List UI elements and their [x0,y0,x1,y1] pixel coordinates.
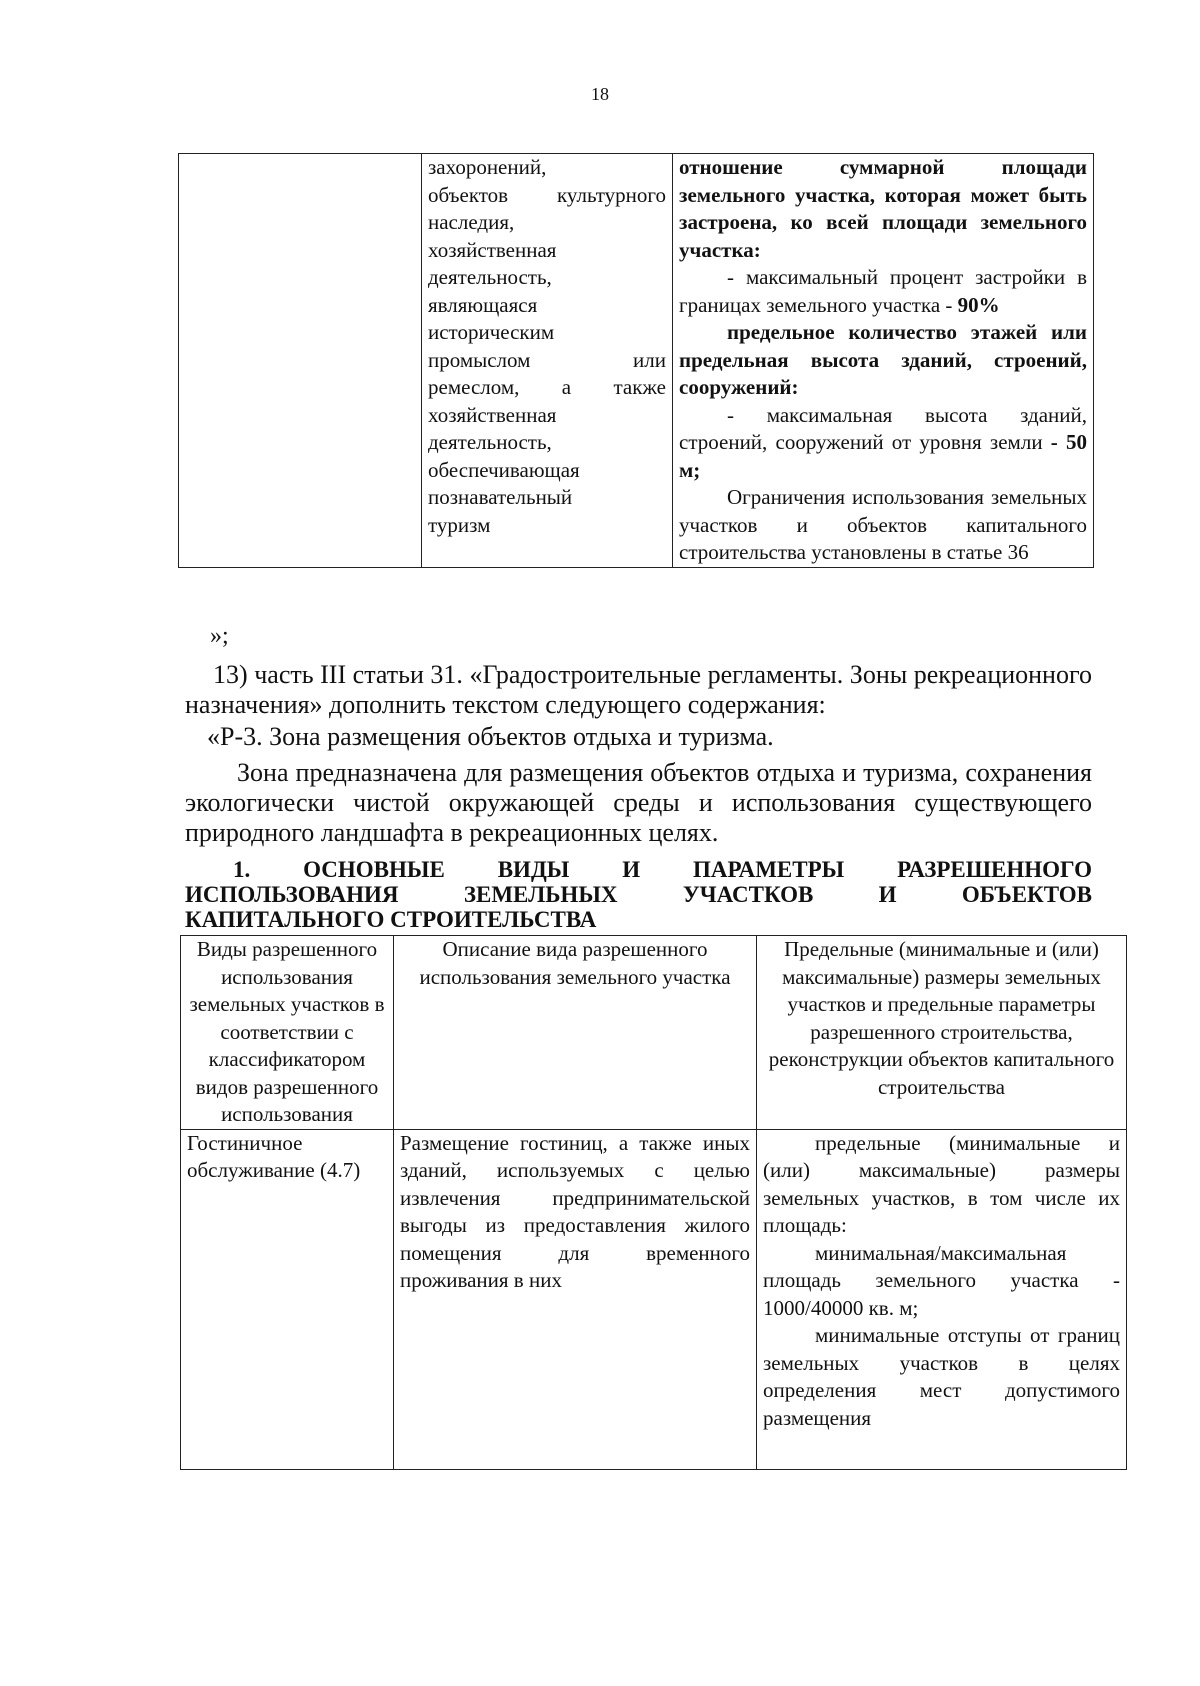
parameter-heading: отношение суммарной площади земельного участка, которая может быть застроена, ко всей площади земельного участка: [679,155,1087,262]
activity-line: познавательный [428,485,573,509]
section-heading: КАПИТАЛЬНОГО СТРОИТЕЛЬСТВА [185,907,597,932]
zone-regulations-table [180,935,1127,1470]
activity-line: туризм [428,512,491,537]
activity-line: деятельность, [428,265,552,289]
activity-cell [422,154,673,568]
activity-line: историческим [428,320,555,344]
activity-line: обеспечивающая [428,457,580,482]
activity-line: промыслом или [428,347,666,372]
use-description-cell: Размещение гостиниц, а также иных зданий, используемых с целью извлечения предпринимательской выгоды из предоставления жилого помещения для временного проживания в них [394,1129,757,1469]
zone-description: Зона предназначена для размещения объектов отдыха и туризма, сохранения экологически чистой окружающей среды и использования существующего природного ландшафта в рекреационных целях. [185,758,1092,847]
section-heading: ИСПОЛЬЗОВАНИЯ ЗЕМЕЛЬНЫХ УЧАСТКОВ И ОБЪЕКТОВ [185,882,1092,907]
limits-cell: предельные (минимальные и (или) максимальные) размеры земельных участков, в том числе их площадь: минимальная/максимальная площадь земельного участка - 1000/40000 кв. м; минимальные отступы от границ земельных участков в целях определения мест допустимого размещения [757,1129,1127,1469]
amendment-paragraph: 13) часть III статьи 31. «Градостроительные регламенты. Зоны рекреационного назначения» дополнить текстом следующего содержания: [185,660,1092,719]
activity-line: хозяйственная [428,402,557,427]
activity-line: хозяйственная [428,237,557,262]
parameter-heading: предельное количество этажей или предельная высота зданий, строений, сооружений: [679,320,1087,399]
activity-line: наследия, [428,210,515,234]
parameter-item: - максимальный процент застройки в границах земельного участка - 90% [679,265,1087,317]
parameter-item: - максимальная высота зданий, строений, сооружений от уровня земли - 50 м; [679,402,1087,482]
column-header: Описание вида разрешенного использования земельного участка [394,936,757,1130]
zone-title: «Р-3. Зона размещения объектов отдыха и туризма. [207,722,774,751]
column-header: Виды разрешенного использования земельных участков в соответствии с классификатором видов разрешенного использования [181,936,394,1130]
use-type-cell: Гостиничное обслуживание (4.7) [181,1129,394,1469]
activity-line: являющаяся [428,292,538,317]
activity-line: объектов культурного [428,182,666,207]
restriction-note: Ограничения использования земельных участков и объектов капитального строительства установлены в статье 36 [679,485,1087,564]
activity-line: захоронений, [428,155,547,179]
section-heading: 1. ОСНОВНЫЕ ВИДЫ И ПАРАМЕТРЫ РАЗРЕШЕННОГО [233,857,1092,882]
closing-quote: »; [210,623,229,649]
page-number: 18 [591,84,609,104]
activity-line: деятельность, [428,430,552,454]
empty-cell [179,154,422,568]
continuation-table [178,153,1094,568]
parameters-cell [673,154,1094,568]
column-header: Предельные (минимальные и (или) максимальные) размеры земельных участков и предельные параметры разрешенного строительства, реконструкции объектов капитального строительства [757,936,1127,1130]
activity-line: ремеслом, а также [428,375,666,399]
